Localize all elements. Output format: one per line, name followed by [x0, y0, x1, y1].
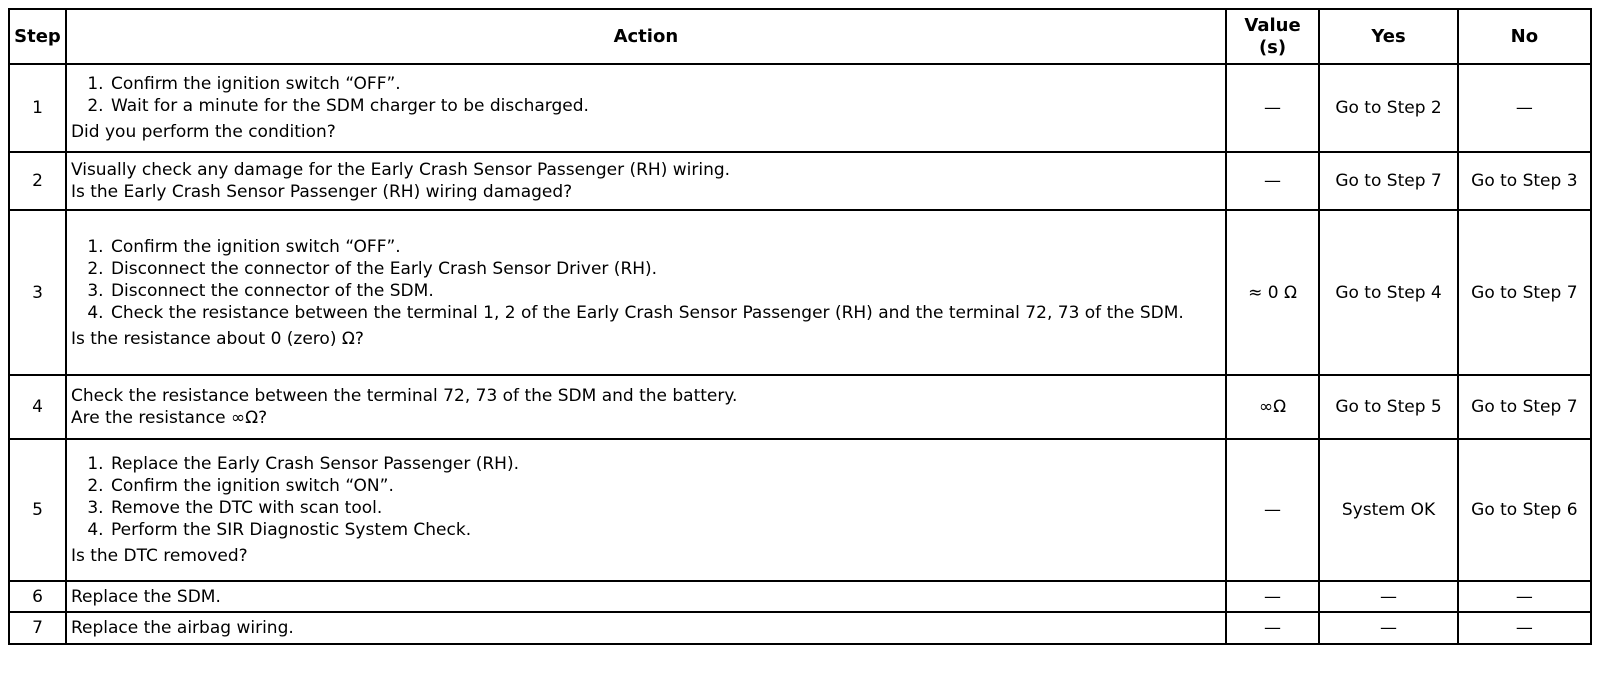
action-item: 3. Disconnect the connector of the SDM.	[109, 280, 1221, 302]
yes-cell: Go to Step 4	[1319, 210, 1457, 375]
action-cell	[66, 64, 1226, 152]
step-number: 4	[9, 375, 66, 439]
table-row	[9, 64, 1591, 152]
yes-cell: Go to Step 7	[1319, 152, 1457, 210]
value-cell: —	[1226, 152, 1320, 210]
action-text: Replace the airbag wiring.	[70, 618, 294, 638]
action-item: 2. Wait for a minute for the SDM charger to be discharged.	[109, 95, 1221, 117]
action-cell	[66, 612, 1226, 644]
action-item: 4. Perform the SIR Diagnostic System Check.	[109, 519, 1221, 541]
action-item: 1. Replace the Early Crash Sensor Passenger (RH).	[109, 453, 1221, 475]
value-cell: —	[1226, 439, 1320, 581]
header-no: No	[1458, 9, 1591, 64]
action-item: 3. Remove the DTC with scan tool.	[109, 497, 1221, 519]
action-list	[71, 73, 1221, 117]
action-question: Did you perform the condition?	[70, 122, 336, 142]
step-number: 7	[9, 612, 66, 644]
table-row	[9, 439, 1591, 581]
no-cell: Go to Step 6	[1458, 439, 1591, 581]
action-cell	[66, 152, 1226, 210]
header-row	[9, 9, 1591, 64]
no-cell: Go to Step 7	[1458, 210, 1591, 375]
yes-cell: System OK	[1319, 439, 1457, 581]
step-number: 5	[9, 439, 66, 581]
yes-cell: —	[1319, 581, 1457, 612]
table-row	[9, 612, 1591, 644]
action-text: Visually check any damage for the Early Crash Sensor Passenger (RH) wiring.	[70, 160, 731, 180]
value-cell: —	[1226, 612, 1320, 644]
action-question: Is the DTC removed?	[70, 546, 248, 566]
value-cell: —	[1226, 581, 1320, 612]
action-text: Replace the SDM.	[70, 586, 221, 607]
step-number: 2	[9, 152, 66, 210]
header-value: Value (s)	[1226, 9, 1320, 64]
value-cell: —	[1226, 64, 1320, 152]
yes-cell: Go to Step 2	[1319, 64, 1457, 152]
action-question: Is the resistance about 0 (zero) Ω?	[70, 328, 364, 349]
step-number: 3	[9, 210, 66, 375]
table-row	[9, 210, 1591, 375]
no-cell: Go to Step 3	[1458, 152, 1591, 210]
action-item: 1. Confirm the ignition switch “OFF”.	[109, 236, 1221, 258]
action-list	[71, 453, 1221, 541]
value-cell: ≈ 0 Ω	[1226, 210, 1320, 375]
table-row	[9, 581, 1591, 612]
value-cell: ∞Ω	[1226, 375, 1320, 439]
action-question: Is the Early Crash Sensor Passenger (RH) wiring damaged?	[70, 182, 573, 202]
action-item: 2. Disconnect the connector of the Early Crash Sensor Driver (RH).	[109, 258, 1221, 280]
no-cell: —	[1458, 581, 1591, 612]
header-yes: Yes	[1319, 9, 1457, 64]
step-number: 1	[9, 64, 66, 152]
no-cell: —	[1458, 64, 1591, 152]
action-item: 1. Confirm the ignition switch “OFF”.	[109, 73, 1221, 95]
action-question: Are the resistance ∞Ω?	[70, 408, 268, 428]
header-action: Action	[66, 9, 1226, 64]
action-cell	[66, 581, 1226, 612]
action-cell	[66, 375, 1226, 439]
yes-cell: Go to Step 5	[1319, 375, 1457, 439]
action-cell	[66, 210, 1226, 375]
no-cell: —	[1458, 612, 1591, 644]
table-row	[9, 375, 1591, 439]
action-list	[71, 236, 1221, 324]
diagnostic-table	[8, 8, 1592, 645]
yes-cell: —	[1319, 612, 1457, 644]
action-item: 2. Confirm the ignition switch “ON”.	[109, 475, 1221, 497]
action-item: 4. Check the resistance between the terminal 1, 2 of the Early Crash Sensor Passenger (RH) and the terminal 72, 73 of the SDM.	[109, 302, 1221, 324]
no-cell: Go to Step 7	[1458, 375, 1591, 439]
header-step: Step	[9, 9, 66, 64]
action-cell	[66, 439, 1226, 581]
action-text: Check the resistance between the terminal 72, 73 of the SDM and the battery.	[70, 386, 738, 406]
step-number: 6	[9, 581, 66, 612]
table-row	[9, 152, 1591, 210]
